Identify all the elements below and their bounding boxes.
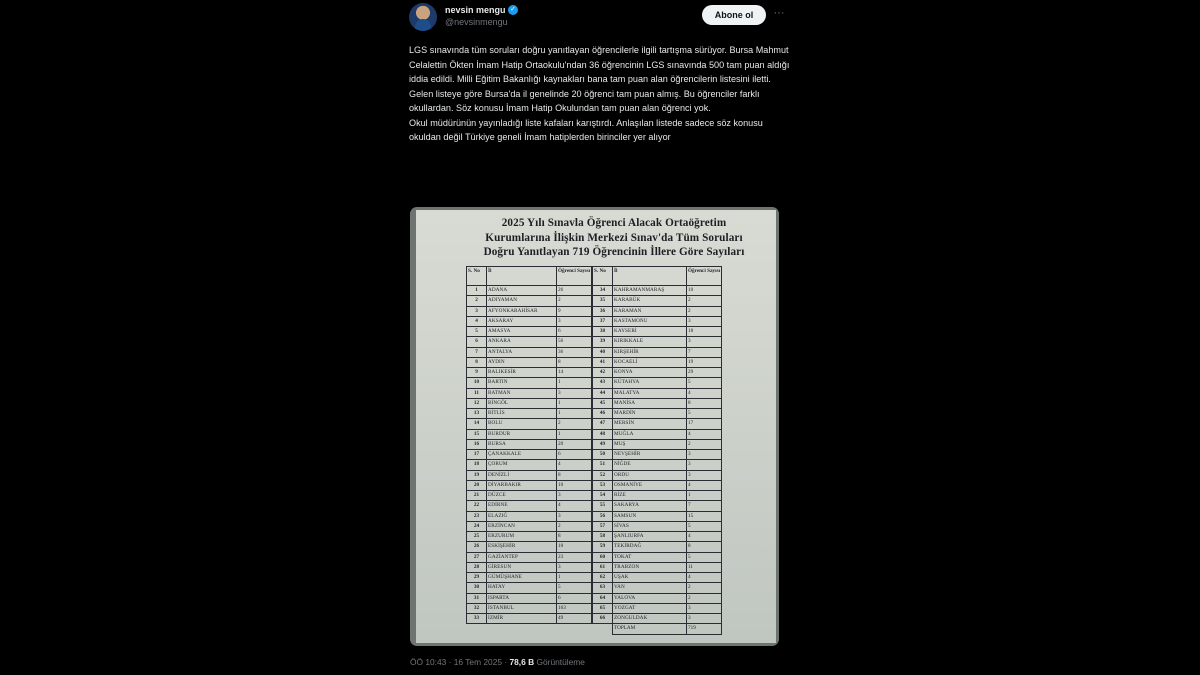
province-name: BATMAN	[487, 388, 557, 398]
student-count: 3	[687, 460, 722, 470]
table-row	[593, 460, 722, 470]
province-name: SİVAS	[613, 521, 687, 531]
row-number: 44	[593, 388, 613, 398]
student-count: 14	[557, 368, 592, 378]
row-number: 48	[593, 429, 613, 439]
table-row	[467, 286, 592, 296]
province-name: AKSARAY	[487, 316, 557, 326]
row-number: 9	[467, 368, 487, 378]
student-count: 2	[557, 296, 592, 306]
province-table-left	[466, 266, 592, 624]
table-row	[593, 521, 722, 531]
student-count: 4	[687, 429, 722, 439]
table-row	[593, 388, 722, 398]
table-row	[593, 562, 722, 572]
table-row	[467, 347, 592, 357]
province-name: İSTANBUL	[487, 603, 557, 613]
province-name: ELAZIĞ	[487, 511, 557, 521]
row-number: 32	[467, 603, 487, 613]
table-row	[593, 429, 722, 439]
row-number: 38	[593, 327, 613, 337]
student-count: 163	[557, 603, 592, 613]
table-row	[467, 337, 592, 347]
row-number: 63	[593, 583, 613, 593]
row-number: 57	[593, 521, 613, 531]
province-name: TEKİRDAĞ	[613, 542, 687, 552]
column-header-count: Öğrenci Sayısı	[557, 267, 592, 286]
tweet	[398, 0, 802, 675]
table-row	[467, 470, 592, 480]
student-count: 56	[557, 337, 592, 347]
province-name: AFYONKARAHİSAR	[487, 306, 557, 316]
row-number: 41	[593, 357, 613, 367]
province-name: DİYARBAKIR	[487, 480, 557, 490]
table-row	[593, 501, 722, 511]
province-name: ORDU	[613, 470, 687, 480]
student-count: 2	[557, 419, 592, 429]
table-row	[593, 368, 722, 378]
student-count: 3	[557, 388, 592, 398]
row-number: 15	[467, 429, 487, 439]
table-row	[467, 409, 592, 419]
row-number: 12	[467, 398, 487, 408]
province-name: KIRŞEHİR	[613, 347, 687, 357]
province-name: YOZGAT	[613, 603, 687, 613]
row-number: 4	[467, 316, 487, 326]
table-row	[467, 480, 592, 490]
row-number: 18	[467, 460, 487, 470]
province-name: ADIYAMAN	[487, 296, 557, 306]
province-name: KONYA	[613, 368, 687, 378]
table-row	[593, 573, 722, 583]
province-name: KARABÜK	[613, 296, 687, 306]
row-number: 11	[467, 388, 487, 398]
table-row	[593, 337, 722, 347]
table-row	[467, 460, 592, 470]
province-name: MUĞLA	[613, 429, 687, 439]
province-name: MUŞ	[613, 439, 687, 449]
row-number: 22	[467, 501, 487, 511]
student-count: 4	[687, 388, 722, 398]
table-row	[593, 357, 722, 367]
student-count: 1	[557, 573, 592, 583]
row-number: 6	[467, 337, 487, 347]
row-number: 13	[467, 409, 487, 419]
province-name: ESKİŞEHİR	[487, 542, 557, 552]
province-name: HATAY	[487, 583, 557, 593]
province-name: BOLU	[487, 419, 557, 429]
table-row	[467, 450, 592, 460]
row-number: 36	[593, 306, 613, 316]
row-number: 2	[467, 296, 487, 306]
table-row	[467, 583, 592, 593]
province-name: BİTLİS	[487, 409, 557, 419]
student-count: 6	[557, 327, 592, 337]
student-count: 2	[557, 521, 592, 531]
province-name: MARDİN	[613, 409, 687, 419]
student-count: 3	[557, 316, 592, 326]
row-number: 59	[593, 542, 613, 552]
table-row	[593, 593, 722, 603]
row-number: 8	[467, 357, 487, 367]
table-row	[593, 470, 722, 480]
document-title-line: 2025 Yılı Sınavla Öğrenci Alacak Ortaöğretim	[501, 217, 727, 229]
table-row	[593, 398, 722, 408]
total-value: 719	[687, 624, 722, 634]
table-row	[467, 439, 592, 449]
row-number: 56	[593, 511, 613, 521]
province-name: SAKARYA	[613, 501, 687, 511]
table-row	[593, 419, 722, 429]
document-title	[464, 216, 764, 260]
table-row	[467, 296, 592, 306]
student-count: 29	[687, 368, 722, 378]
table-row	[593, 583, 722, 593]
student-count: 5	[687, 552, 722, 562]
student-count: 6	[557, 450, 592, 460]
province-name: OSMANİYE	[613, 480, 687, 490]
table-row	[467, 501, 592, 511]
student-count: 1	[557, 398, 592, 408]
row-number: 65	[593, 603, 613, 613]
row-number: 46	[593, 409, 613, 419]
row-number: 51	[593, 460, 613, 470]
province-name: VAN	[613, 583, 687, 593]
column-header-no: S. No	[593, 267, 613, 286]
province-name: ZONGULDAK	[613, 614, 687, 624]
row-number: 39	[593, 337, 613, 347]
row-number: 21	[467, 491, 487, 501]
author-display-name[interactable]: nevsin mengu	[445, 5, 506, 15]
row-number: 58	[593, 532, 613, 542]
table-row	[467, 603, 592, 613]
more-options-icon[interactable]: ···	[773, 7, 785, 19]
tweet-image[interactable]	[410, 207, 779, 646]
student-count: 2	[687, 439, 722, 449]
province-name: KASTAMONU	[613, 316, 687, 326]
row-number: 37	[593, 316, 613, 326]
row-number: 45	[593, 398, 613, 408]
table-row	[467, 532, 592, 542]
table-row	[593, 347, 722, 357]
province-name: GİRESUN	[487, 562, 557, 572]
province-name: ÇANAKKALE	[487, 450, 557, 460]
table-row	[593, 552, 722, 562]
student-count: 10	[687, 286, 722, 296]
student-count: 3	[687, 603, 722, 613]
student-count: 7	[687, 501, 722, 511]
student-count: 3	[687, 337, 722, 347]
province-name: ŞANLIURFA	[613, 532, 687, 542]
student-count: 4	[557, 460, 592, 470]
student-count: 26	[557, 286, 592, 296]
row-number: 30	[467, 583, 487, 593]
student-count: 4	[687, 532, 722, 542]
province-table-right	[592, 266, 722, 635]
row-number: 35	[593, 296, 613, 306]
student-count: 23	[557, 552, 592, 562]
row-number: 50	[593, 450, 613, 460]
table-row	[593, 296, 722, 306]
row-number: 31	[467, 593, 487, 603]
student-count: 8	[557, 357, 592, 367]
student-count: 10	[557, 480, 592, 490]
row-number: 1	[467, 286, 487, 296]
table-row	[593, 327, 722, 337]
province-name: EDİRNE	[487, 501, 557, 511]
row-number: 26	[467, 542, 487, 552]
row-number: 64	[593, 593, 613, 603]
verified-badge-icon: ✓	[508, 5, 518, 15]
table-row	[467, 357, 592, 367]
student-count: 7	[687, 347, 722, 357]
table-row	[467, 573, 592, 583]
row-number: 52	[593, 470, 613, 480]
province-name: GAZİANTEP	[487, 552, 557, 562]
row-number: 17	[467, 450, 487, 460]
student-count: 1	[557, 429, 592, 439]
table-row	[467, 316, 592, 326]
row-number: 49	[593, 439, 613, 449]
tweet-meta	[410, 657, 585, 667]
row-number: 24	[467, 521, 487, 531]
student-count: 2	[687, 593, 722, 603]
student-count: 49	[557, 614, 592, 624]
province-name: RİZE	[613, 491, 687, 501]
row-number: 40	[593, 347, 613, 357]
document-page	[416, 210, 776, 643]
table-row	[467, 327, 592, 337]
province-name: AYDIN	[487, 357, 557, 367]
student-count: 3	[687, 614, 722, 624]
student-count: 3	[687, 470, 722, 480]
province-name: UŞAK	[613, 573, 687, 583]
row-number: 27	[467, 552, 487, 562]
province-name: BİNGÖL	[487, 398, 557, 408]
province-name: ÇORUM	[487, 460, 557, 470]
province-name: BARTIN	[487, 378, 557, 388]
student-count: 19	[687, 357, 722, 367]
table-row	[593, 450, 722, 460]
total-row	[593, 624, 722, 634]
row-number: 33	[467, 614, 487, 624]
row-number: 14	[467, 419, 487, 429]
avatar[interactable]	[409, 3, 437, 31]
student-count: 5	[557, 583, 592, 593]
student-count: 36	[557, 347, 592, 357]
row-number: 61	[593, 562, 613, 572]
student-count: 3	[687, 316, 722, 326]
table-row	[593, 480, 722, 490]
province-name: MANİSA	[613, 398, 687, 408]
province-name: KOCAELİ	[613, 357, 687, 367]
province-name: ERZURUM	[487, 532, 557, 542]
province-name: NİĞDE	[613, 460, 687, 470]
row-number: 3	[467, 306, 487, 316]
tweet-text: LGS sınavında tüm soruları doğru yanıtlayan öğrencilerle ilgili tartışma sürüyor. Bursa Mahmut Celalettin Ökten İmam Hatip Ortaokulu'ndan 36 öğrencinin LGS sınavında 500 tam puan aldığı iddia edildi. Milli Eğitim Bakanlığı kaynakları bana tam puan alan öğrencilerin listesini iletti. Gelen listeye göre Bursa'da il genelinde 20 öğrenci tam puan almış. Bu öğrenciler farklı okullardan. Söz konusu İmam Hatip Okulundan tam puan alan öğrenci yok. Okul müdürünün yayınladığı liste kafaları karıştırdı. Anlaşılan listede sadece söz konusu okuldan değil Türkiye geneli İmam hatiplerden birinciler yer alıyor	[409, 45, 790, 142]
table-row	[593, 614, 722, 624]
student-count: 20	[557, 439, 592, 449]
student-count: 5	[687, 378, 722, 388]
province-name: DÜZCE	[487, 491, 557, 501]
student-count: 2	[687, 306, 722, 316]
column-header-city: İl	[487, 267, 557, 286]
table-row	[467, 562, 592, 572]
document-title-line: Doğru Yanıtlayan 719 Öğrencinin İllere Göre Sayıları	[483, 246, 745, 258]
student-count: 17	[687, 419, 722, 429]
row-number: 10	[467, 378, 487, 388]
row-number: 16	[467, 439, 487, 449]
table-row	[467, 368, 592, 378]
province-name: DENİZLİ	[487, 470, 557, 480]
province-name: ANTALYA	[487, 347, 557, 357]
row-number: 7	[467, 347, 487, 357]
table-row	[593, 378, 722, 388]
table-row	[593, 409, 722, 419]
row-number: 25	[467, 532, 487, 542]
province-name: KARAMAN	[613, 306, 687, 316]
views-label: Görüntüleme	[534, 657, 585, 667]
province-name: NEVŞEHİR	[613, 450, 687, 460]
row-number: 53	[593, 480, 613, 490]
province-name: KAHRAMANMARAŞ	[613, 286, 687, 296]
table-row	[593, 511, 722, 521]
province-name: İZMİR	[487, 614, 557, 624]
student-count: 1	[557, 378, 592, 388]
student-count: 4	[687, 480, 722, 490]
author-handle[interactable]: @nevsinmengu	[445, 17, 508, 27]
table-row	[467, 614, 592, 624]
table-row	[593, 286, 722, 296]
student-count: 8	[557, 532, 592, 542]
table-row	[467, 511, 592, 521]
student-count: 3	[557, 491, 592, 501]
province-name: BALIKESİR	[487, 368, 557, 378]
student-count: 9	[557, 306, 592, 316]
province-name: SAMSUN	[613, 511, 687, 521]
table-row	[593, 603, 722, 613]
province-name: YALOVA	[613, 593, 687, 603]
table-row	[467, 378, 592, 388]
student-count: 4	[687, 573, 722, 583]
student-count: 5	[687, 409, 722, 419]
student-count: 2	[687, 583, 722, 593]
row-number: 29	[467, 573, 487, 583]
follow-button[interactable]: Abone ol	[702, 5, 766, 25]
student-count: 6	[557, 593, 592, 603]
table-row	[593, 532, 722, 542]
table-row	[593, 316, 722, 326]
student-count: 1	[557, 409, 592, 419]
table-row	[593, 491, 722, 501]
row-number: 28	[467, 562, 487, 572]
column-header-count: Öğrenci Sayısı	[687, 267, 722, 286]
view-count: 78,6 B	[509, 657, 535, 667]
row-number: 47	[593, 419, 613, 429]
row-number: 54	[593, 491, 613, 501]
province-name: AMASYA	[487, 327, 557, 337]
total-label: TOPLAM	[613, 624, 687, 634]
student-count: 8	[687, 542, 722, 552]
province-name: ANKARA	[487, 337, 557, 347]
row-number: 23	[467, 511, 487, 521]
table-row	[467, 398, 592, 408]
student-count: 1	[687, 491, 722, 501]
province-name: KÜTAHYA	[613, 378, 687, 388]
table-row	[467, 552, 592, 562]
table-row	[593, 439, 722, 449]
student-count: 5	[687, 521, 722, 531]
table-row	[467, 419, 592, 429]
row-number: 55	[593, 501, 613, 511]
row-number: 62	[593, 573, 613, 583]
province-name: TOKAT	[613, 552, 687, 562]
province-name: MERSİN	[613, 419, 687, 429]
document-title-line: Kurumlarına İlişkin Merkezi Sınav'da Tüm Soruları	[485, 231, 743, 244]
student-count: 4	[557, 501, 592, 511]
row-number: 20	[467, 480, 487, 490]
province-name: GÜMÜŞHANE	[487, 573, 557, 583]
province-name: BURDUR	[487, 429, 557, 439]
province-name: TRABZON	[613, 562, 687, 572]
tweet-timestamp[interactable]: ÖÖ 10:43 · 16 Tem 2025 ·	[410, 657, 510, 667]
student-count: 8	[557, 470, 592, 480]
table-row	[467, 491, 592, 501]
province-name: KIRIKKALE	[613, 337, 687, 347]
table-row	[467, 429, 592, 439]
column-header-no: S. No	[467, 267, 487, 286]
province-name: BURSA	[487, 439, 557, 449]
student-count: 8	[687, 398, 722, 408]
table-row	[467, 542, 592, 552]
table-row	[467, 388, 592, 398]
table-row	[593, 542, 722, 552]
province-name: ERZİNCAN	[487, 521, 557, 531]
student-count: 3	[687, 450, 722, 460]
column-header-city: İl	[613, 267, 687, 286]
row-number: 42	[593, 368, 613, 378]
student-count: 15	[687, 511, 722, 521]
table-row	[467, 521, 592, 531]
student-count: 2	[687, 296, 722, 306]
province-name: ADANA	[487, 286, 557, 296]
row-number: 60	[593, 552, 613, 562]
table-row	[467, 306, 592, 316]
student-count: 11	[687, 562, 722, 572]
student-count: 18	[687, 327, 722, 337]
row-number: 5	[467, 327, 487, 337]
row-number: 34	[593, 286, 613, 296]
student-count: 10	[557, 542, 592, 552]
table-row	[593, 306, 722, 316]
province-name: KAYSERİ	[613, 327, 687, 337]
row-number: 19	[467, 470, 487, 480]
province-name: ISPARTA	[487, 593, 557, 603]
row-number: 43	[593, 378, 613, 388]
row-number: 66	[593, 614, 613, 624]
table-row	[467, 593, 592, 603]
student-count: 3	[557, 511, 592, 521]
province-name: MALATYA	[613, 388, 687, 398]
student-count: 3	[557, 562, 592, 572]
